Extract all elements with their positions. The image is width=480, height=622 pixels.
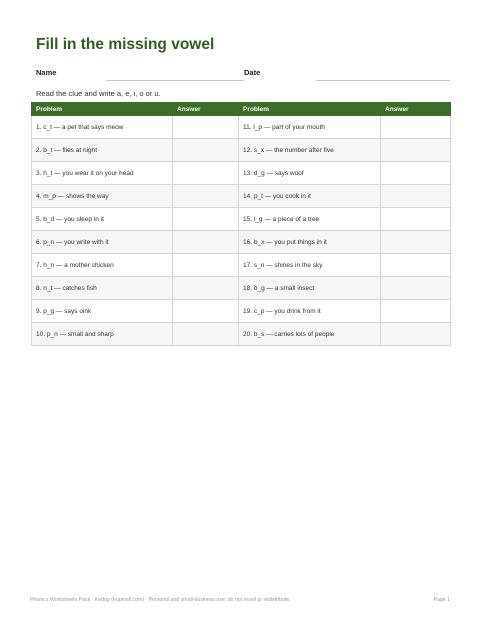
table-row [32,277,451,300]
instructions: Read the clue and write a, e, i, o or u. [36,89,161,98]
problem-cell: 20. b_s — carries lots of people [239,323,381,346]
page-title: Fill in the missing vowel [36,36,215,53]
problem-cell: 2. b_t — flies at night [32,139,173,162]
problem-cell: 16. b_x — you put things in it [239,231,381,254]
footer-credit: Phonics Worksheets Pack · Kedop (eupmall.com) · Personal and small-business use; do not resell or redistribute. [30,597,291,603]
column-header-answer: Answer [381,103,451,116]
answer-cell[interactable] [173,162,239,185]
answer-cell[interactable] [381,277,451,300]
table-row [32,231,451,254]
problem-cell: 17. s_n — shines in the sky [239,254,381,277]
answer-cell[interactable] [173,300,239,323]
page-number: Page 1 [433,597,450,603]
answer-cell[interactable] [173,139,239,162]
table-row [32,300,451,323]
problem-cell: 18. b_g — a small insect [239,277,381,300]
table-row [32,208,451,231]
name-line [106,80,244,81]
problem-cell: 8. n_t — catches fish [32,277,173,300]
answer-cell[interactable] [173,185,239,208]
table-row [32,323,451,346]
name-date-section [36,68,450,84]
answer-cell[interactable] [381,116,451,139]
answer-cell[interactable] [173,231,239,254]
problem-table [31,102,451,346]
problem-cell: 6. p_n — you write with it [32,231,173,254]
answer-cell[interactable] [173,208,239,231]
answer-cell[interactable] [381,208,451,231]
answer-cell[interactable] [381,185,451,208]
date-label: Date [244,68,261,77]
problem-cell: 4. m_p — shows the way [32,185,173,208]
table-row [32,254,451,277]
problem-cell: 15. l_g — a piece of a tree [239,208,381,231]
problem-cell: 14. p_t — you cook in it [239,185,381,208]
problem-cell: 19. c_p — you drink from it [239,300,381,323]
answer-cell[interactable] [173,277,239,300]
table-row [32,116,451,139]
table-row [32,139,451,162]
table-row [32,185,451,208]
answer-cell[interactable] [381,323,451,346]
problem-cell: 11. l_p — part of your mouth [239,116,381,139]
problem-cell: 10. p_n — small and sharp [32,323,173,346]
answer-cell[interactable] [381,254,451,277]
table-header-row [32,103,451,116]
problem-cell: 7. h_n — a mother chicken [32,254,173,277]
problem-cell: 9. p_g — says oink [32,300,173,323]
answer-cell[interactable] [173,254,239,277]
answer-cell[interactable] [173,323,239,346]
column-header-answer: Answer [173,103,239,116]
column-header-problem: Problem [32,103,173,116]
answer-cell[interactable] [173,116,239,139]
answer-cell[interactable] [381,231,451,254]
column-header-problem: Problem [239,103,381,116]
date-line [316,80,450,81]
problem-cell: 13. d_g — says woof [239,162,381,185]
problem-cell: 5. b_d — you sleep in it [32,208,173,231]
problem-cell: 1. c_t — a pet that says meow [32,116,173,139]
answer-cell[interactable] [381,162,451,185]
name-label: Name [36,68,57,77]
problem-cell: 12. s_x — the number after five [239,139,381,162]
table-row [32,162,451,185]
problem-cell: 3. h_t — you wear it on your head [32,162,173,185]
answer-cell[interactable] [381,300,451,323]
worksheet-page [30,0,450,622]
answer-cell[interactable] [381,139,451,162]
